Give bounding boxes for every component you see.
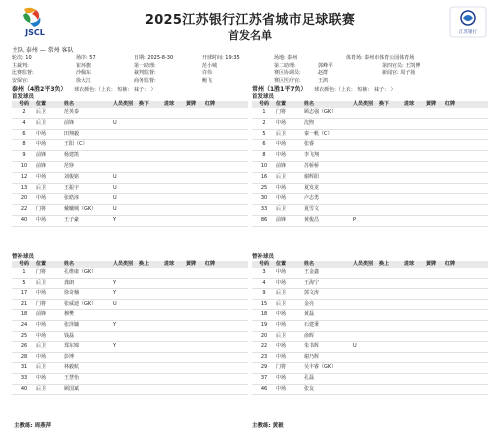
player-row — [252, 332, 488, 343]
player-row — [12, 205, 248, 216]
player-position: 后卫 — [276, 173, 287, 180]
player-row — [12, 140, 248, 151]
player-number: 10 — [20, 162, 28, 169]
info-cell: 范小城 — [202, 62, 218, 69]
player-row — [252, 184, 488, 195]
column-header: 换上 — [379, 261, 390, 267]
info-cell: 商务监督: — [134, 77, 156, 84]
player-row — [252, 289, 488, 300]
player-number: 33 — [20, 374, 28, 381]
column-header: 人员类别 — [113, 261, 134, 267]
player-number: 23 — [260, 353, 268, 360]
player-name: 金亮 — [304, 300, 315, 307]
player-number: 16 — [260, 173, 268, 180]
player-position: 后卫 — [276, 290, 287, 297]
player-category: U — [113, 184, 117, 191]
player-position: 中场 — [36, 374, 47, 381]
player-row — [12, 385, 248, 396]
column-header: 位置 — [36, 261, 47, 267]
player-position: 中场 — [276, 119, 287, 126]
player-number: 17 — [20, 290, 28, 297]
column-header: 人员类别 — [353, 101, 374, 107]
column-header: 位置 — [276, 101, 287, 107]
player-category: U — [353, 343, 357, 350]
player-name: 夏雪文 — [304, 206, 320, 213]
info-cell: 第二助理: — [274, 62, 296, 69]
player-row — [12, 363, 248, 374]
info-cell: 赛区医疗官: — [274, 77, 301, 84]
column-header: 姓名 — [304, 101, 315, 107]
player-number: 25 — [20, 332, 28, 339]
player-number: 5 — [22, 279, 26, 286]
player-number: 4 — [262, 279, 266, 286]
player-name: 张睿 — [304, 141, 315, 148]
info-cell: 王鸿 — [318, 77, 329, 84]
subs-title: 替补球员 — [12, 254, 35, 260]
player-position: 门将 — [276, 364, 287, 371]
team-name: 泰州（4胜2平3负） — [12, 86, 67, 93]
player-position: 后卫 — [276, 332, 287, 339]
column-header: 姓名 — [304, 261, 315, 267]
player-position: 后卫 — [36, 109, 47, 115]
player-row — [252, 374, 488, 385]
player-category: U — [113, 173, 117, 180]
column-header: 红牌 — [205, 101, 216, 107]
player-name: 张泽镛 — [64, 321, 80, 328]
bank-logo — [446, 6, 490, 38]
player-row — [252, 205, 488, 216]
kit-colors: 球衣颜色:（上衣： 短裤： 袜子： ） — [74, 87, 156, 93]
player-row — [252, 162, 488, 173]
column-header: 进球 — [404, 261, 415, 267]
player-position: 中场 — [276, 353, 287, 360]
player-number: 22 — [20, 206, 28, 213]
info-row — [12, 62, 488, 70]
player-number: 1 — [262, 109, 266, 115]
player-row — [252, 130, 488, 141]
column-header: 换下 — [139, 101, 150, 107]
player-position: 门将 — [276, 109, 287, 115]
table-header — [12, 101, 248, 108]
info-cell: 日期: 2025-8-30 — [134, 55, 174, 61]
player-name: 朱书辉 — [304, 343, 320, 350]
player-name: 彭博 — [64, 353, 75, 360]
player-number: 13 — [20, 184, 28, 191]
player-name: 谢乃辉 — [304, 353, 320, 360]
player-category: Y — [113, 290, 117, 297]
starters-table — [252, 108, 488, 227]
starters-title: 首发球员 — [252, 94, 275, 100]
player-number: 28 — [20, 353, 28, 360]
player-number: 33 — [260, 206, 268, 213]
info-cell: 轮次: 10 — [12, 55, 32, 61]
info-cell: 安保官: — [12, 77, 29, 84]
player-row — [252, 279, 488, 290]
player-number: 6 — [22, 130, 26, 137]
player-position: 中场 — [276, 152, 287, 159]
player-name: 黄磊 — [304, 311, 315, 318]
player-number: 29 — [260, 364, 268, 371]
player-number: 4 — [22, 119, 26, 126]
info-cell: 许伟 — [202, 70, 213, 77]
player-position: 中场 — [276, 374, 287, 381]
bank-logo-text: 江苏银行 — [459, 30, 477, 35]
column-header: 进球 — [164, 261, 175, 267]
player-name: 范英泰 — [64, 109, 80, 115]
info-cell: 第四官员: 王凯博 — [382, 62, 421, 69]
player-name: 黄俊昌 — [304, 216, 320, 223]
player-number: 8 — [262, 152, 266, 159]
player-number: 12 — [20, 173, 28, 180]
home-subs-panel — [12, 254, 248, 395]
player-position: 中场 — [36, 290, 47, 297]
player-position: 后卫 — [36, 184, 47, 191]
page-title: 2025江苏银行江苏省城市足球联赛 — [144, 13, 356, 28]
player-name: 夏发龙 — [304, 184, 320, 191]
player-position: 中场 — [36, 216, 47, 223]
page-subtitle: 首发名单 — [228, 29, 272, 42]
column-header: 黄牌 — [186, 261, 197, 267]
player-row — [12, 342, 248, 353]
player-number: 26 — [20, 343, 28, 350]
player-position: 中场 — [36, 141, 47, 148]
column-header: 号码 — [18, 261, 29, 267]
player-number: 40 — [20, 385, 28, 392]
player-position: 中场 — [276, 269, 287, 275]
info-cell: 郭峰平 — [318, 62, 334, 69]
player-name: 孔磊 — [304, 374, 315, 381]
player-row — [12, 216, 248, 227]
player-row — [12, 310, 248, 321]
signature-label: 主教练: — [14, 423, 33, 429]
info-cell: 开球时间: 19:35 — [202, 55, 240, 61]
starters-title: 首发球员 — [12, 94, 35, 100]
column-header: 姓名 — [64, 101, 75, 107]
player-row — [252, 353, 488, 364]
player-number: 6 — [262, 141, 266, 148]
player-category: U — [113, 119, 117, 126]
player-name: 谢辉阳 — [304, 173, 320, 180]
player-position: 中场 — [36, 195, 47, 202]
column-header: 红牌 — [445, 101, 456, 107]
info-cell: 沙佩东 — [76, 70, 92, 77]
column-header: 黄牌 — [426, 261, 437, 267]
player-name: 张威迪（GK） — [64, 300, 97, 307]
column-header: 位置 — [36, 101, 47, 107]
player-category: U — [113, 300, 117, 307]
player-position: 前锋 — [276, 162, 287, 169]
info-cell: 新闻官: 周子扬 — [382, 70, 416, 77]
player-row — [12, 130, 248, 141]
player-position: 后卫 — [276, 206, 287, 213]
player-name: 龚朗 — [64, 279, 75, 286]
player-row — [252, 268, 488, 279]
player-number: 15 — [260, 300, 268, 307]
player-number: 10 — [260, 162, 268, 169]
player-name: 杨建凯 — [64, 152, 80, 159]
column-header: 姓名 — [64, 261, 75, 267]
info-cell: 崔环旗 — [76, 62, 92, 69]
player-position: 后卫 — [276, 130, 287, 137]
player-number: 9 — [262, 290, 266, 297]
player-position: 后卫 — [36, 343, 47, 350]
player-name: 范铮 — [64, 162, 75, 169]
coach-name: 黄毅 — [272, 423, 284, 429]
player-name: 石建秉 — [304, 321, 320, 328]
info-cell: 主裁判: — [12, 62, 29, 69]
player-number: 24 — [20, 321, 28, 328]
player-row — [252, 108, 488, 119]
player-number: 37 — [260, 374, 268, 381]
player-row — [252, 363, 488, 374]
column-header: 黄牌 — [186, 101, 197, 107]
player-name: 王慧怡 — [64, 374, 80, 381]
player-row — [252, 194, 488, 205]
column-header: 位置 — [276, 261, 287, 267]
player-position: 门将 — [36, 269, 47, 275]
subs-table — [252, 268, 488, 395]
away-subs-panel — [252, 254, 488, 395]
player-name: 郑东锦 — [64, 343, 80, 350]
kit-colors: 球衣颜色:（上衣： 短裤： 袜子： ） — [314, 87, 396, 93]
jscl-logo-text: JSCL — [25, 28, 45, 37]
player-position: 中场 — [36, 130, 47, 137]
coach-name: 周燕萍 — [34, 423, 52, 429]
info-row — [12, 69, 488, 77]
player-row — [252, 300, 488, 311]
player-row — [12, 374, 248, 385]
player-number: 8 — [22, 141, 26, 148]
info-cell: 体育场: 泰州市体育公园体育场 — [346, 55, 415, 61]
player-number: 9 — [22, 152, 26, 159]
player-number: 86 — [260, 216, 268, 223]
player-number: 20 — [260, 332, 268, 339]
player-number: 18 — [260, 311, 268, 318]
info-cell: 赛区协调员: — [274, 70, 301, 77]
team-name: 常州（1胜1平7负） — [252, 86, 307, 93]
info-cell: 赵群 — [318, 70, 329, 77]
player-row — [12, 108, 248, 119]
starters-table — [12, 108, 248, 227]
player-row — [12, 300, 248, 311]
player-position: 中场 — [276, 343, 287, 350]
player-row — [12, 332, 248, 343]
player-row — [252, 216, 488, 227]
player-name: 刘俊铭 — [64, 173, 80, 180]
player-row — [252, 173, 488, 184]
player-name: 苏桥桥 — [304, 162, 320, 169]
signature-label: 主教练: — [252, 423, 271, 429]
player-position: 中场 — [36, 321, 47, 328]
player-name: 李飞翔 — [304, 152, 320, 159]
player-category: U — [113, 195, 117, 202]
player-category: P — [353, 216, 357, 223]
player-number: 40 — [20, 216, 28, 223]
player-position: 后卫 — [36, 385, 47, 392]
player-position: 中场 — [276, 385, 287, 392]
player-name: 王海宁 — [304, 279, 320, 286]
player-position: 后卫 — [36, 119, 47, 126]
player-position: 前锋 — [36, 311, 47, 318]
player-name: 王金鑫 — [304, 269, 320, 275]
player-row — [252, 119, 488, 130]
column-header: 换上 — [139, 261, 150, 267]
info-cell: 裁判监督: — [134, 70, 156, 77]
home-coach-signature — [14, 421, 51, 429]
player-position: 门将 — [36, 300, 47, 307]
player-position: 前锋 — [36, 162, 47, 169]
player-name: 穆樊 — [64, 311, 75, 318]
player-name: 郭文涛 — [304, 290, 320, 297]
player-row — [12, 353, 248, 364]
player-row — [12, 279, 248, 290]
player-position: 前锋 — [36, 152, 47, 159]
player-number: 2 — [262, 119, 266, 126]
player-position: 后卫 — [36, 279, 47, 286]
player-number: 18 — [20, 311, 28, 318]
player-row — [12, 151, 248, 162]
player-name: 张友 — [304, 385, 315, 392]
team-header — [252, 86, 488, 94]
player-number: 30 — [260, 195, 268, 202]
info-row — [12, 77, 488, 85]
player-row — [12, 184, 248, 195]
player-number: 3 — [262, 269, 266, 275]
player-name: 沈煦 — [304, 119, 315, 126]
player-position: 中场 — [276, 279, 287, 286]
player-name: 钱磊 — [64, 332, 75, 339]
home-team-panel — [12, 86, 248, 227]
player-name: 孔维康（GK） — [64, 269, 97, 275]
player-row — [12, 321, 248, 332]
player-row — [252, 342, 488, 353]
player-row — [252, 310, 488, 321]
info-cell: 第一助理: — [134, 62, 156, 69]
player-name: 顾国斌 — [64, 385, 80, 392]
player-number: 22 — [260, 343, 268, 350]
player-position: 中场 — [276, 184, 287, 191]
column-header: 进球 — [164, 101, 175, 107]
player-category: Y — [113, 216, 117, 223]
away-team-panel — [252, 86, 488, 227]
player-name: 张皓淳 — [64, 195, 80, 202]
player-category: Y — [113, 343, 117, 350]
player-name: 王振宇 — [64, 184, 80, 191]
info-cell: 鲍飞 — [202, 77, 213, 84]
player-position: 中场 — [276, 321, 287, 328]
player-row — [12, 173, 248, 184]
player-row — [12, 119, 248, 130]
player-name: 吴丰睿（GK） — [304, 364, 337, 371]
table-header — [252, 101, 488, 108]
player-number: 5 — [262, 130, 266, 137]
column-header: 换下 — [379, 101, 390, 107]
player-row — [252, 321, 488, 332]
player-number: 20 — [20, 195, 28, 202]
player-name: 王子豪 — [64, 216, 80, 223]
match-info — [12, 54, 488, 84]
info-row — [12, 54, 488, 62]
subs-table — [12, 268, 248, 395]
player-category: Y — [113, 279, 117, 286]
player-name: 卢志勇 — [304, 195, 320, 202]
player-position: 中场 — [276, 311, 287, 318]
player-number: 2 — [22, 109, 26, 115]
team-header — [12, 86, 248, 94]
info-cell: 场地: 泰州 — [274, 55, 298, 61]
player-position: 后卫 — [36, 364, 47, 371]
player-number: 46 — [260, 385, 268, 392]
column-header: 号码 — [18, 101, 29, 107]
player-name: 田翔毅 — [64, 130, 80, 137]
player-position: 中场 — [36, 332, 47, 339]
player-number: 19 — [260, 321, 268, 328]
player-name: 林毅航 — [64, 364, 80, 371]
player-position: 前锋 — [276, 216, 287, 223]
table-header — [252, 261, 488, 268]
player-row — [12, 194, 248, 205]
player-row — [252, 140, 488, 151]
player-position: 中场 — [276, 141, 287, 148]
player-name: 俞晖 — [304, 332, 315, 339]
column-header: 进球 — [404, 101, 415, 107]
column-header: 号码 — [258, 101, 269, 107]
info-cell: 比赛监督: — [12, 70, 34, 77]
away-coach-signature — [252, 421, 284, 429]
info-cell: 场序: 57 — [76, 55, 96, 61]
player-row — [12, 268, 248, 279]
player-row — [252, 151, 488, 162]
player-number: 21 — [20, 300, 28, 307]
subs-title: 替补球员 — [252, 254, 275, 260]
player-name: 王阳（C） — [64, 141, 88, 148]
player-position: 中场 — [36, 173, 47, 180]
player-number: 31 — [20, 364, 28, 371]
player-row — [12, 289, 248, 300]
player-position: 中场 — [36, 353, 47, 360]
teams-line: 主队 泰州 — 常州 客队 — [12, 47, 74, 54]
info-cell: 徐大江 — [76, 77, 92, 84]
player-category: Y — [113, 321, 117, 328]
player-category: U — [113, 206, 117, 213]
player-name: 秦一帆（C） — [304, 130, 333, 137]
player-number: 1 — [22, 269, 26, 275]
player-position: 门将 — [36, 206, 47, 213]
player-position: 后卫 — [276, 300, 287, 307]
column-header: 黄牌 — [426, 101, 437, 107]
player-position: 中场 — [276, 195, 287, 202]
player-number: 25 — [260, 184, 268, 191]
table-header — [12, 261, 248, 268]
player-name: 前锋 — [64, 119, 75, 126]
player-name: 顾志强（GK） — [304, 109, 337, 115]
player-name: 徐奇楠 — [64, 290, 80, 297]
column-header: 人员类别 — [353, 261, 374, 267]
column-header: 红牌 — [205, 261, 216, 267]
column-header: 人员类别 — [113, 101, 134, 107]
player-row — [12, 162, 248, 173]
column-header: 号码 — [258, 261, 269, 267]
player-row — [252, 385, 488, 396]
player-name: 戴曦城（GK） — [64, 206, 97, 213]
column-header: 红牌 — [445, 261, 456, 267]
